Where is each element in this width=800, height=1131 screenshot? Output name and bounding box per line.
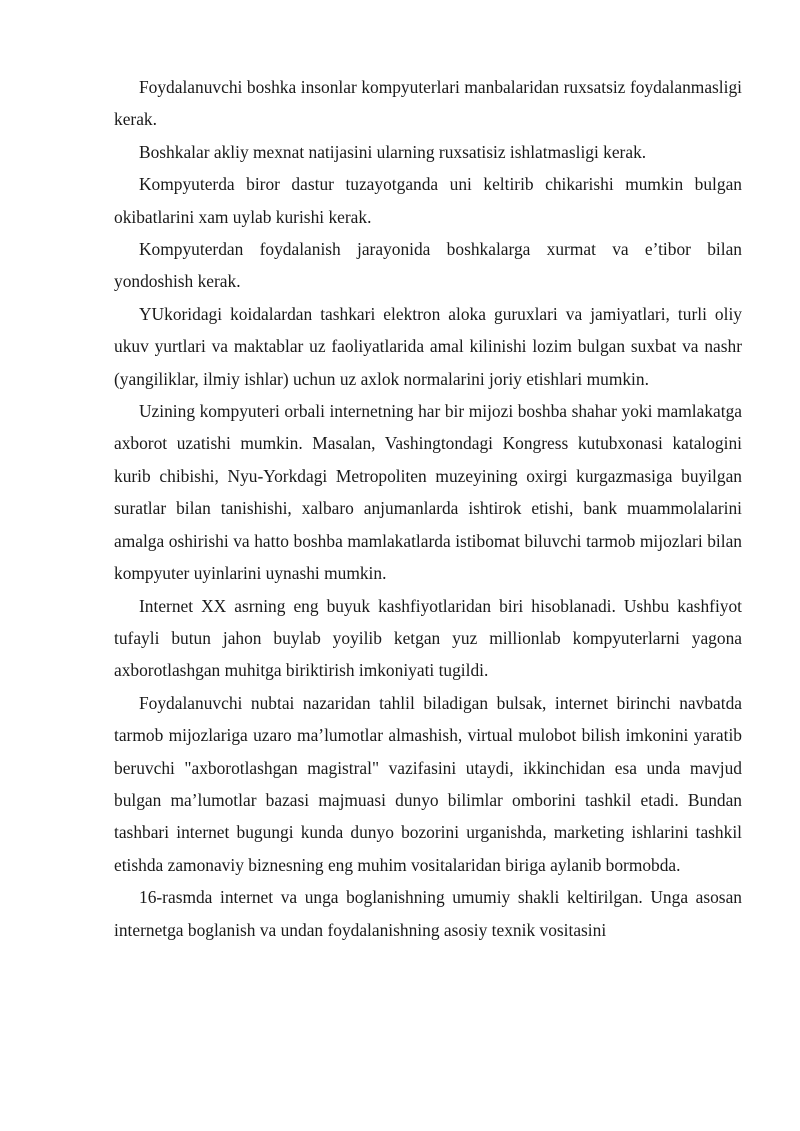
paragraph: Uzining kompyuteri orbali internetning har bir mijozi boshba shahar yoki mamlakatga axborot uzatishi mumkin. Masalan, Vashingtondagi Kongress kutubxonasi katalogini kurib chibishi, Nyu-Yorkdagi Metropoliten muzeyining oxirgi kurgazmasiga buyilgan suratlar bilan tanishishi, xalbaro anjumanlarda ishtirok etishi, bank muammolalarini amalga oshirishi va hatto boshba mamlakatlarda istibomat biluvchi tarmob mijozlari bilan kompyuter uyinlarini uynashi mumkin. — [114, 401, 742, 584]
paragraph: Kompyuterda biror dastur tuzayotganda uni keltirib chikarishi mumkin bulgan okibatlarini xam uylab kurishi kerak. — [114, 174, 742, 227]
paragraph: 16-rasmda internet va unga boglanishning umumiy shakli keltirilgan. Unga asosan internetga boglanish va undan foydalanishning asosiy texnik vositasini — [114, 887, 742, 940]
paragraph: Internet XX asrning eng buyuk kashfiyotlaridan biri hisoblanadi. Ushbu kashfiyot tufayli butun jahon buylab yoyilib ketgan yuz millionlab kompyuterlarni yagona axborotlashgan muhitga biriktirish imkoniyati tugildi. — [114, 595, 742, 681]
paragraph: Foydalanuvchi nubtai nazaridan tahlil biladigan bulsak, internet birinchi navbatda tarmob mijozlariga uzaro ma’lumotlar almashish, virtual mulobot bilish imkonini yaratib beruvchi "axborotlashgan magistral" vazifasini utaydi, ikkinchidan esa unda mavjud bulgan ma’lumotlar bazasi majmuasi dunyo bilimlar omborini tashkil etadi. Bundan tashbari internet bugungi kunda dunyo bozorini urganishda, marketing ishlarini tashkil etishda zamonaviy biznesning eng muhim vositalaridan biriga aylanib bormobda. — [114, 692, 742, 875]
document-body — [114, 71, 742, 946]
paragraph: Boshkalar akliy mexnat natijasini ularning ruxsatisiz ishlatmasligi kerak. — [139, 141, 647, 162]
paragraph: YUkoridagi koidalardan tashkari elektron aloka guruxlari va jamiyatlari, turli oliy ukuv yurtlari va maktablar uz faoliyatlarida amal kilinishi lozim bulgan suxbat va nashr (yangiliklar, ilmiy ishlar) uchun uz axlok normalarini joriy etishlari mumkin. — [114, 303, 742, 389]
paragraph: Kompyuterdan foydalanish jarayonida boshkalarga xurmat va e’tibor bilan yondoshish kerak. — [114, 239, 742, 292]
paragraph: Foydalanuvchi boshka insonlar kompyuterlari manbalaridan ruxsatsiz foydalanmasligi kerak. — [114, 77, 742, 130]
